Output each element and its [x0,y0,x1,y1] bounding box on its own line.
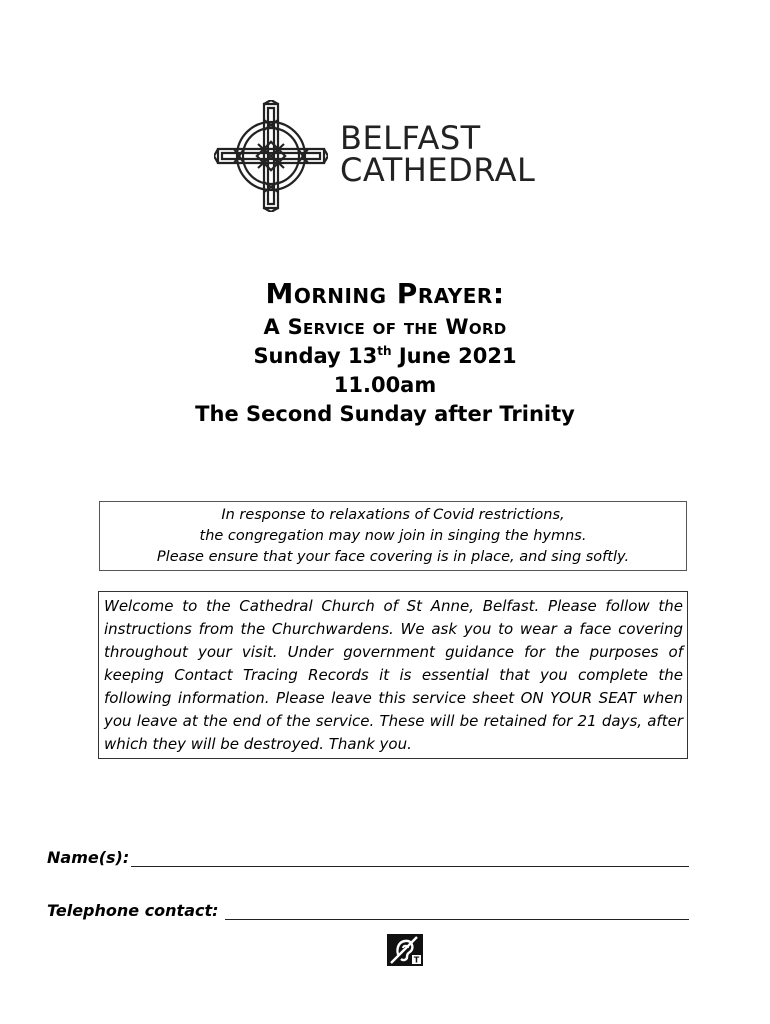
name-label: Name(s): [47,848,130,867]
telephone-line[interactable] [225,919,689,920]
name-field[interactable] [47,848,689,870]
notice-line-1: In response to relaxations of Covid restrictions, [221,507,565,523]
service-titles [0,276,770,429]
logo-wordmark [340,119,536,189]
service-time: 11.00am [333,373,437,397]
notice-line-3: Please ensure that your face covering is in place, and sing softly. [156,549,630,565]
telephone-field[interactable] [47,901,689,923]
date-suffix: June 2021 [391,344,517,368]
name-line[interactable] [131,866,689,867]
service-date [0,342,770,371]
welcome-box: Welcome to the Cathedral Church of St Anne, Belfast. Please follow the instructions from the Churchwardens. We ask you to wear a face covering throughout your visit. Under government guidance for the purposes of keeping Contact Tracing Records it is essential that you complete the following information. Please leave this service sheet ON YOUR SEAT when you leave at the end of the service. These will be retained for 21 days, after which they will be destroyed. Thank you. [98,591,688,759]
notice-line-2: the congregation may now join in singing the hymns. [199,528,587,544]
svg-text:T: T [413,955,420,965]
covid-notice-box [99,501,687,571]
date-prefix: Sunday 13 [253,344,378,368]
service-occasion: The Second Sunday after Trinity [195,402,575,426]
telephone-label: Telephone contact: [47,901,219,920]
celtic-cross-icon [214,100,328,212]
logo-line-2: CATHEDRAL [340,151,536,189]
cathedral-logo [214,100,574,212]
hearing-loop-icon [387,934,423,966]
service-subtitle: A Service of the Word [263,315,507,339]
logo-line-1: BELFAST [340,119,481,157]
page-title: Morning Prayer: [265,277,505,310]
date-suffix-sup: th [377,344,392,358]
